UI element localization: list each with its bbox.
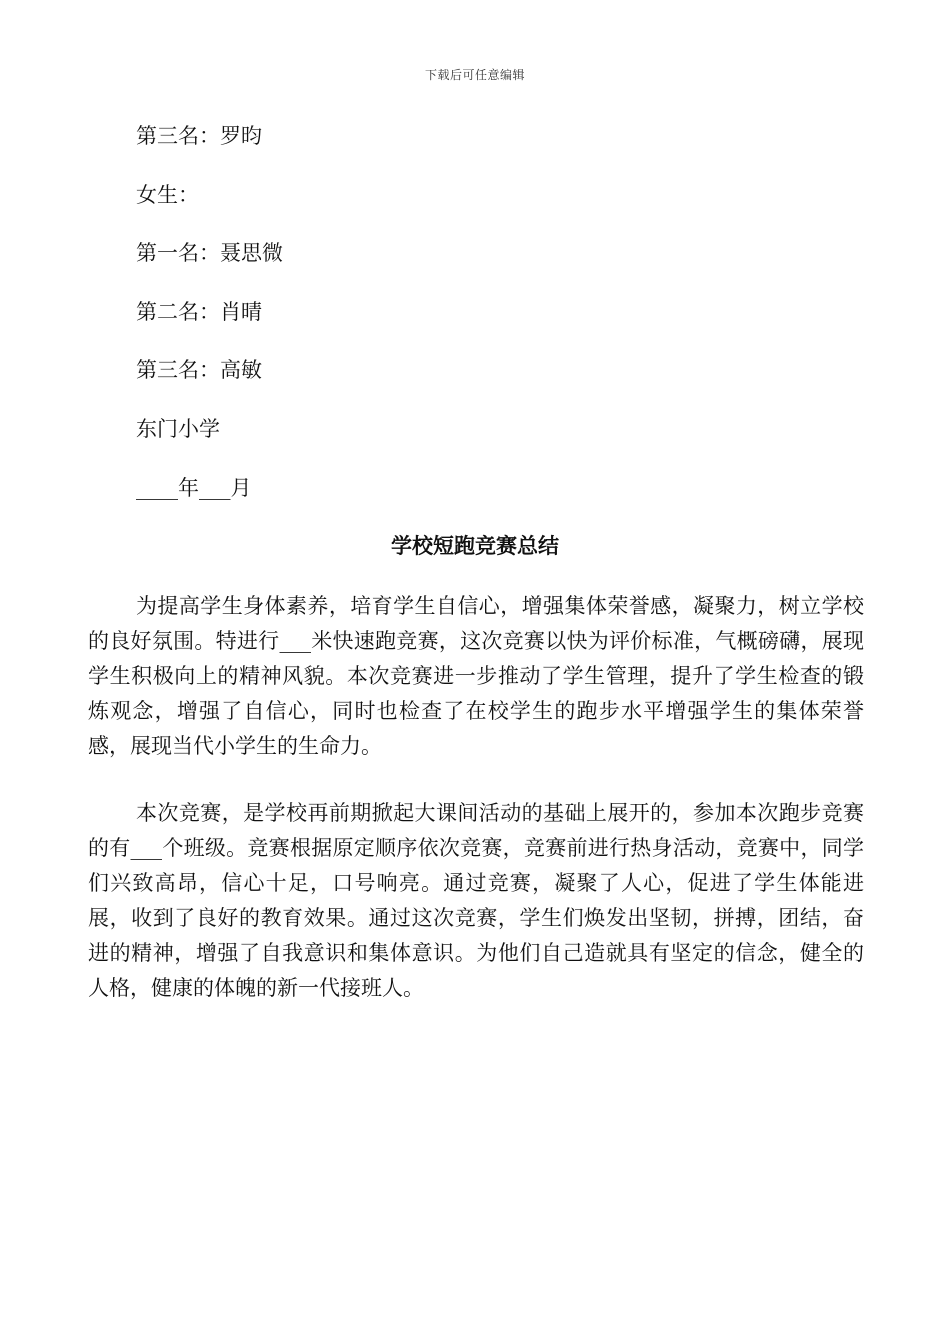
third-place-boys: 第三名：罗昀 [136,124,262,148]
third-place-girls: 第三名：高敏 [136,358,262,382]
girls-label: 女生： [136,183,199,207]
first-place-girls: 第一名：聂思微 [136,241,283,265]
school-name: 东门小学 [136,417,220,441]
paragraph-2: 本次竞赛，是学校再前期掀起大课间活动的基础上展开的，参加本次跑步竞赛的有___个班级。竞赛根据原定顺序依次竞赛，竞赛前进行热身活动，竞赛中，同学们兴致高昂，信心十足，口号响亮。通过竞赛，凝聚了人心，促进了学生体能进展，收到了良好的教育效果。通过这次竞赛，学生们焕发出坚韧，拼搏，团结，奋进的精神，增强了自我意识和集体意识。为他们自己造就具有坚定的信念，健全的人格，健康的体魄的新一代接班人。 [88,801,864,1000]
page-header: 下载后可任意编辑 [424,68,525,82]
date-line: ____年___月 [136,476,252,500]
document-title: 学校短跑竞赛总结 [391,533,559,558]
second-place-girls: 第二名：肖晴 [136,300,262,324]
paragraph-1: 为提高学生身体素养，培育学生自信心，增强集体荣誉感，凝聚力，树立学校的良好氛围。特进行___米快速跑竞赛，这次竞赛以快为评价标准，气概磅礴，展现学生积极向上的精神风貌。本次竞赛进一步推动了学生管理，提升了学生检查的锻炼观念，增强了自信心，同时也检查了在校学生的跑步水平增强学生的集体荣誉感，展现当代小学生的生命力。 [88,594,864,758]
